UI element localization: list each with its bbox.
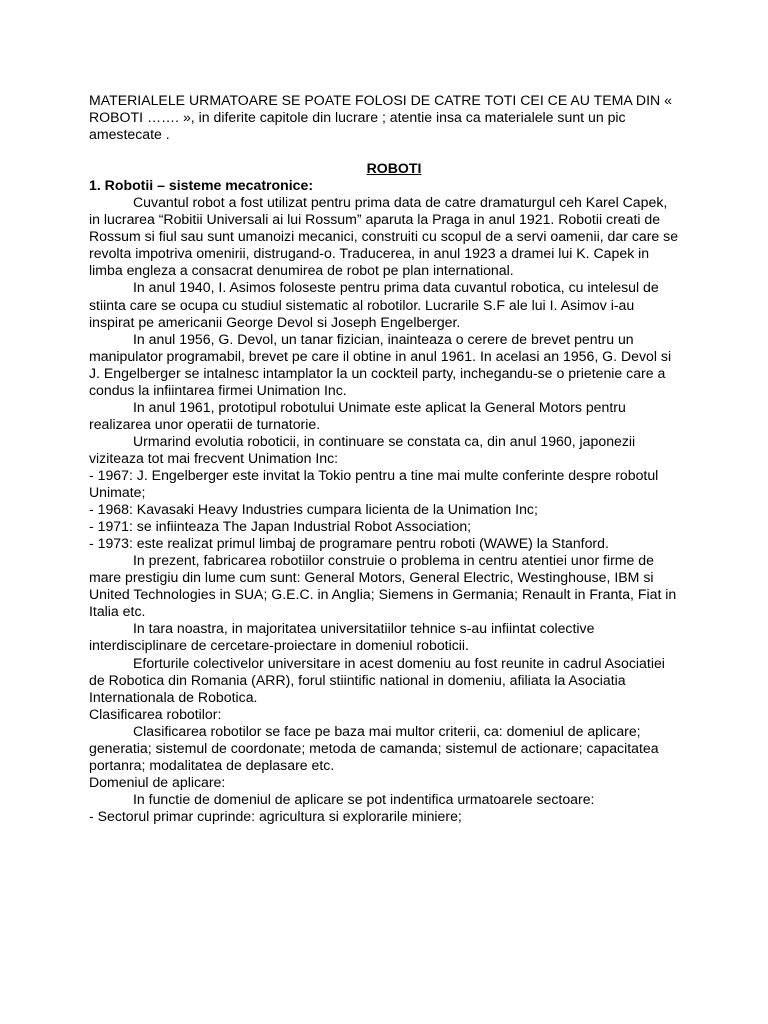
paragraph: Cuvantul robot a fost utilizat pentru prima data de catre dramaturgul ceh Karel Capek, in lucrarea “Robitii Universali ai lui Rossum” aparuta la Praga in anul 1921. Robotii creati de Rossum si fiul sau sunt umanoizi mecanici, construiti cu scopul de a servi oamenii, dar care se revolta impotriva omenirii, distrugand-o. Traducerea, in anul 1923 a dramei lui K. Capek in limba engleza a consacrat denumirea de robot pe plan international. <box>89 194 679 279</box>
timeline-item: - 1973: este realizat primul limbaj de programare pentru roboti (WAWE) la Stanford. <box>89 535 609 552</box>
document-title: ROBOTI <box>366 160 422 177</box>
paragraph: Urmarind evolutia roboticii, in continuare se constata ca, din anul 1960, japonezii viziteaza tot mai frecvent Unimation Inc: <box>89 432 636 466</box>
paragraph: In anul 1961, prototipul robotului Unimate este aplicat la General Motors pentru realizarea unor operatii de turnatorie. <box>89 398 626 432</box>
paragraph: In tara noastra, in majoritatea universitatiilor tehnice s-au infiintat colective interdisciplinare de cercetare-proiectare in domeniul roboticii. <box>89 620 595 654</box>
classification-heading: Clasificarea robotilor: <box>89 705 222 722</box>
paragraph: Clasificarea robotilor se face pe baza mai multor criterii, ca: domeniul de aplicare; generatia; sistemul de coordonate; metoda de camanda; sistemul de actionare; capacitatea portanra; modalitatea de deplasare etc. <box>89 722 659 773</box>
paragraph: In anul 1940, I. Asimos foloseste pentru prima data cuvantul robotica, cu intelesul de stiinta care se ocupa cu studiul sistematic al robotilor. Lucrarile S.F ale lui I. Asimov i-au inspirat pe americanii George Devol si Joseph Engelberger. <box>89 279 659 330</box>
paragraph: Eforturile colectivelor universitare in acest domeniu au fost reunite in cadrul Asociatiei de Robotica din Romania (ARR), forul stiintific national in domeniu, afiliata la Asociatia Internationala de Robotica. <box>89 654 665 705</box>
timeline-item: - 1967: J. Engelberger este invitat la Tokio pentru a tine mai multe conferinte despre robotul Unimate; <box>89 466 659 501</box>
timeline-item: - 1971: se infiinteaza The Japan Industrial Robot Association; <box>89 518 472 535</box>
domain-heading: Domeniul de aplicare: <box>89 773 226 790</box>
paragraph: In prezent, fabricarea robotiilor construie o problema in centru atentiei unor firme de mare prestigiu din lume cum sunt: General Motors, General Electric, Westinghouse, IBM si United Technologies in SUA; G.E.C. in Anglia; Siemens in Germania; Renault in Franta, Fiat in Italia etc. <box>89 552 677 620</box>
section-heading: 1. Robotii – sisteme mecatronice: <box>89 177 314 194</box>
timeline-item: - 1968: Kavasaki Heavy Industries cumpara licienta de la Unimation Inc; <box>89 501 538 518</box>
sector-item: - Sectorul primar cuprinde: agricultura si explorarile miniere; <box>89 807 462 824</box>
paragraph: In functie de domeniul de aplicare se pot indentifica urmatoarele sectoare: <box>133 790 595 807</box>
paragraph: In anul 1956, G. Devol, un tanar fizician, inainteaza o cerere de brevet pentru un manipulator programabil, brevet pe care il obtine in anul 1961. In acelasi an 1956, G. Devol si J. Engelberger se intalnesc intamplator la un cockteil party, inchegandu-se o prietenie care a condus la infiintarea firmei Unimation Inc. <box>89 330 672 398</box>
document-body <box>89 92 679 825</box>
intro-paragraph: MATERIALELE URMATOARE SE POATE FOLOSI DE CATRE TOTI CEI CE AU TEMA DIN « ROBOTI ……. », in diferite capitole din lucrare ; atentie insa ca materialele sunt un pic amestecate . <box>89 92 672 143</box>
